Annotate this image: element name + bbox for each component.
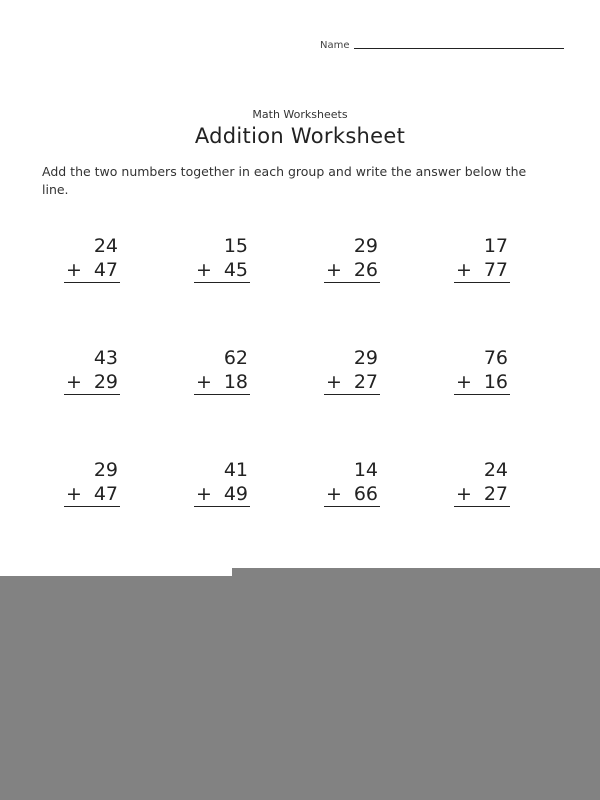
bottom-row [324,258,380,283]
plus-sign: + [326,371,342,393]
plus-sign: + [326,483,342,505]
addition-problem [454,234,510,283]
bottom-row [194,482,250,507]
top-addend: 43 [93,347,118,369]
plus-sign: + [66,483,82,505]
top-addend: 41 [223,459,248,481]
bottom-addend: 18 [223,371,248,393]
top-addend: 24 [93,235,118,257]
name-label: Name [320,40,350,51]
addition-problem [194,234,250,283]
addition-problem [324,346,380,395]
bottom-row [194,258,250,283]
worksheet-category: Math Worksheets [252,108,348,121]
top-addend: 14 [353,459,378,481]
plus-sign: + [66,259,82,281]
bottom-addend: 27 [483,483,508,505]
plus-sign: + [196,371,212,393]
bottom-row [454,482,510,507]
addition-problem [64,346,120,395]
plus-sign: + [456,259,472,281]
bottom-addend: 16 [483,371,508,393]
bottom-addend: 49 [223,483,248,505]
name-field-row [320,40,564,51]
top-addend: 29 [93,459,118,481]
bottom-row [454,258,510,283]
page-title: Addition Worksheet [194,124,406,148]
top-addend: 15 [223,235,248,257]
plus-sign: + [196,259,212,281]
plus-sign: + [456,371,472,393]
addition-problem [454,346,510,395]
bottom-row [64,258,120,283]
plus-sign: + [456,483,472,505]
bottom-addend: 27 [353,371,378,393]
bottom-addend: 47 [93,259,118,281]
gray-overlay [0,576,600,800]
addition-problem [194,346,250,395]
top-addend: 29 [353,235,378,257]
bottom-row [64,370,120,395]
top-addend: 17 [483,235,508,257]
addition-problem [324,234,380,283]
top-addend: 62 [223,347,248,369]
bottom-row [64,482,120,507]
name-write-line[interactable] [354,48,564,49]
addition-problem [454,458,510,507]
bottom-addend: 29 [93,371,118,393]
bottom-row [194,370,250,395]
instructions-text: Add the two numbers together in each group and write the answer below the line. [42,164,527,197]
top-addend: 24 [483,459,508,481]
bottom-addend: 45 [223,259,248,281]
bottom-addend: 47 [93,483,118,505]
bottom-row [454,370,510,395]
bottom-row [324,482,380,507]
plus-sign: + [326,259,342,281]
top-addend: 76 [483,347,508,369]
bottom-addend: 66 [353,483,378,505]
addition-problem [64,458,120,507]
addition-problem [64,234,120,283]
bottom-addend: 26 [353,259,378,281]
plus-sign: + [196,483,212,505]
addition-problem [194,458,250,507]
bottom-row [324,370,380,395]
addition-problem [324,458,380,507]
bottom-addend: 77 [483,259,508,281]
top-addend: 29 [353,347,378,369]
plus-sign: + [66,371,82,393]
